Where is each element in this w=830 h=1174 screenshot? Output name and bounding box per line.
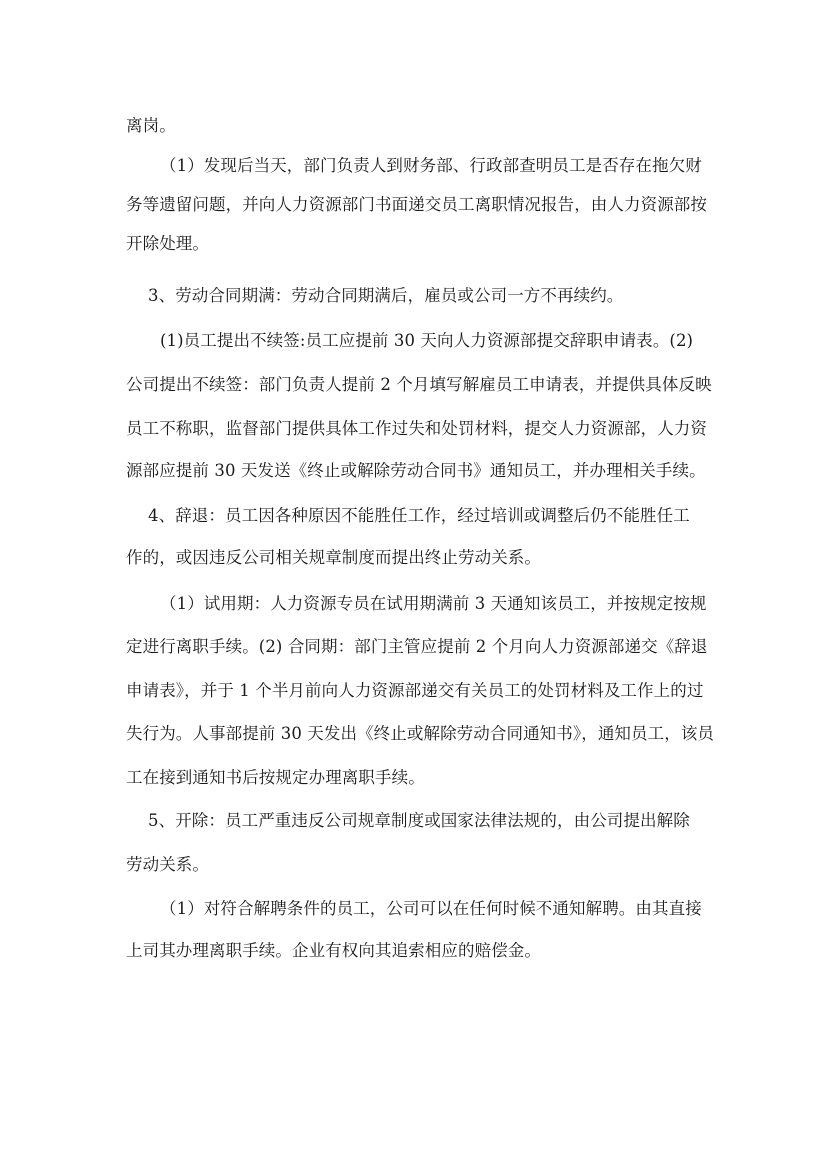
text-line: 离岗。 bbox=[126, 116, 176, 135]
text-line: 5、开除：员工严重违反公司规章制度或国家法律法规的，由公司提出解除 bbox=[148, 811, 690, 830]
text-line: 劳动关系。 bbox=[126, 855, 209, 874]
text-line: 定进行离职手续。(2) 合同期：部门主管应提前 2 个月向人力资源部递交《辞退 bbox=[126, 637, 708, 656]
text-line: 务等遗留问题，并向人力资源部门书面递交员工离职情况报告，由人力资源部按 bbox=[126, 195, 707, 214]
text-line: 作的，或因违反公司相关规章制度而提出终止劳动关系。 bbox=[126, 548, 541, 567]
text-line: （1）发现后当天，部门负责人到财务部、行政部查明员工是否存在拖欠财 bbox=[160, 156, 702, 175]
text-line: 开除处理。 bbox=[126, 234, 209, 253]
text-line: (1)员工提出不续签:员工应提前 30 天向人力资源部提交辞职申请表。(2) bbox=[160, 331, 694, 350]
text-line: （1）对符合解聘条件的员工，公司可以在任何时候不通知解聘。由其直接 bbox=[160, 899, 702, 918]
text-line: 公司提出不续签：部门负责人提前 2 个月填写解雇员工申请表，并提供具体反映 bbox=[126, 375, 712, 394]
text-line: 上司其办理离职手续。企业有权向其追索相应的赔偿金。 bbox=[126, 941, 541, 960]
text-line: 工在接到通知书后按规定办理离职手续。 bbox=[126, 768, 425, 787]
text-line: 失行为。人事部提前 30 天发出《终止或解除劳动合同通知书》，通知员工，该员 bbox=[126, 724, 715, 743]
text-line: 4、辞退：员工因各种原因不能胜任工作，经过培训或调整后仍不能胜任工 bbox=[148, 506, 690, 525]
text-line: （1）试用期：人力资源专员在试用期满前 3 天通知该员工，并按规定按规 bbox=[160, 594, 707, 613]
text-line: 申请表》，并于 1 个半月前向人力资源部递交有关员工的处罚材料及工作上的过 bbox=[126, 681, 704, 700]
text-line: 源部应提前 30 天发送《终止或解除劳动合同书》通知员工，并办理相关手续。 bbox=[126, 461, 706, 480]
text-line: 员工不称职，监督部门提供具体工作过失和处罚材料，提交人力资源部，人力资 bbox=[126, 419, 707, 438]
text-line: 3、劳动合同期满：劳动合同期满后，雇员或公司一方不再续约。 bbox=[148, 286, 624, 305]
